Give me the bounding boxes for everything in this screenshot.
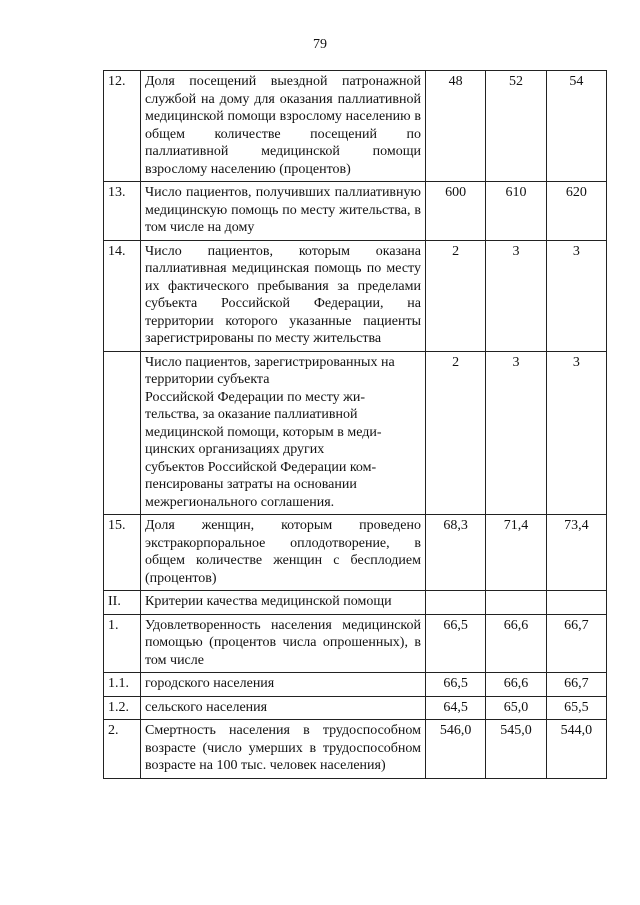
value-year-1: 600 [426, 182, 486, 241]
value-year-3: 3 [546, 351, 606, 515]
value-year-2: 65,0 [486, 696, 546, 720]
section-header-row [104, 591, 607, 615]
value-year-2 [486, 591, 546, 615]
value-year-2: 610 [486, 182, 546, 241]
value-year-3: 66,7 [546, 673, 606, 697]
value-year-1: 546,0 [426, 720, 486, 779]
row-number: 15. [104, 515, 141, 591]
description-line: пенсированы затраты на основании [145, 477, 357, 492]
value-year-1: 66,5 [426, 673, 486, 697]
table-row [104, 515, 607, 591]
description-line: межрегионального соглашения. [145, 494, 335, 510]
value-year-2: 66,6 [486, 614, 546, 673]
row-description: Критерии качества медицинской помощи [141, 591, 426, 615]
value-year-2: 3 [486, 351, 546, 515]
page-number: 79 [313, 37, 327, 52]
row-description: Удовлетворенность населения медицинской помощью (процентов числа опрошенных), в том числе [141, 614, 426, 673]
value-year-1: 48 [426, 71, 486, 182]
value-year-2: 71,4 [486, 515, 546, 591]
row-number: 13. [104, 182, 141, 241]
value-year-1: 66,5 [426, 614, 486, 673]
value-year-3: 620 [546, 182, 606, 241]
table-row [104, 351, 607, 515]
row-description: Доля женщин, которым проведено экстракорпоральное оплодотворение, в общем количестве женщин с бесплодием (процентов) [141, 515, 426, 591]
row-description: Доля посещений выездной патронажной службой на дому для оказания паллиативной медицинской помощи взрослому населению в общем количестве посещений по паллиативной медицинской помощи взрослому населению (процентов) [141, 71, 426, 182]
value-year-2: 66,6 [486, 673, 546, 697]
row-description: городского населения [141, 673, 426, 697]
value-year-3: 65,5 [546, 696, 606, 720]
value-year-3: 3 [546, 240, 606, 351]
row-description [141, 351, 426, 515]
description-line: цинских организациях других [145, 442, 325, 457]
table-row [104, 71, 607, 182]
description-line: Число пациентов, зарегистрированных на [145, 354, 395, 370]
value-year-1: 68,3 [426, 515, 486, 591]
value-year-3: 544,0 [546, 720, 606, 779]
row-description: Число пациентов, которым оказана паллиативная медицинская помощь по месту их фактического пребывания за пределами субъекта Российской Федерации, на территории которого указанные пациенты зарегистрированы по месту жительства [141, 240, 426, 351]
value-year-1 [426, 591, 486, 615]
table-row [104, 182, 607, 241]
description-line: Российской Федерации по месту жи- [145, 389, 366, 405]
description-line: медицинской помощи, которым в меди- [145, 424, 382, 440]
criteria-table [103, 70, 607, 779]
table-row [104, 240, 607, 351]
table-row [104, 720, 607, 779]
value-year-2: 545,0 [486, 720, 546, 779]
row-description: Число пациентов, получивших паллиативную медицинскую помощь по месту жительства, в том числе на дому [141, 182, 426, 241]
value-year-2: 52 [486, 71, 546, 182]
row-number: 1.1. [104, 673, 141, 697]
row-number: 1.2. [104, 696, 141, 720]
value-year-3: 66,7 [546, 614, 606, 673]
value-year-1: 64,5 [426, 696, 486, 720]
table-row [104, 673, 607, 697]
value-year-1: 2 [426, 240, 486, 351]
row-number: 2. [104, 720, 141, 779]
value-year-2: 3 [486, 240, 546, 351]
row-description: сельского населения [141, 696, 426, 720]
value-year-3 [546, 591, 606, 615]
value-year-3: 73,4 [546, 515, 606, 591]
row-description: Смертность населения в трудоспособном возрасте (число умерших в трудоспособном возрасте на 100 тыс. человек населения) [141, 720, 426, 779]
value-year-1: 2 [426, 351, 486, 515]
table-row [104, 614, 607, 673]
row-number: II. [104, 591, 141, 615]
row-number [104, 351, 141, 515]
row-number: 14. [104, 240, 141, 351]
table-row [104, 696, 607, 720]
description-line: тельства, за оказание паллиативной [145, 407, 358, 422]
description-line: субъектов Российской Федерации ком- [145, 459, 377, 475]
row-number: 12. [104, 71, 141, 182]
row-number: 1. [104, 614, 141, 673]
description-line: территории субъекта [145, 372, 270, 387]
value-year-3: 54 [546, 71, 606, 182]
